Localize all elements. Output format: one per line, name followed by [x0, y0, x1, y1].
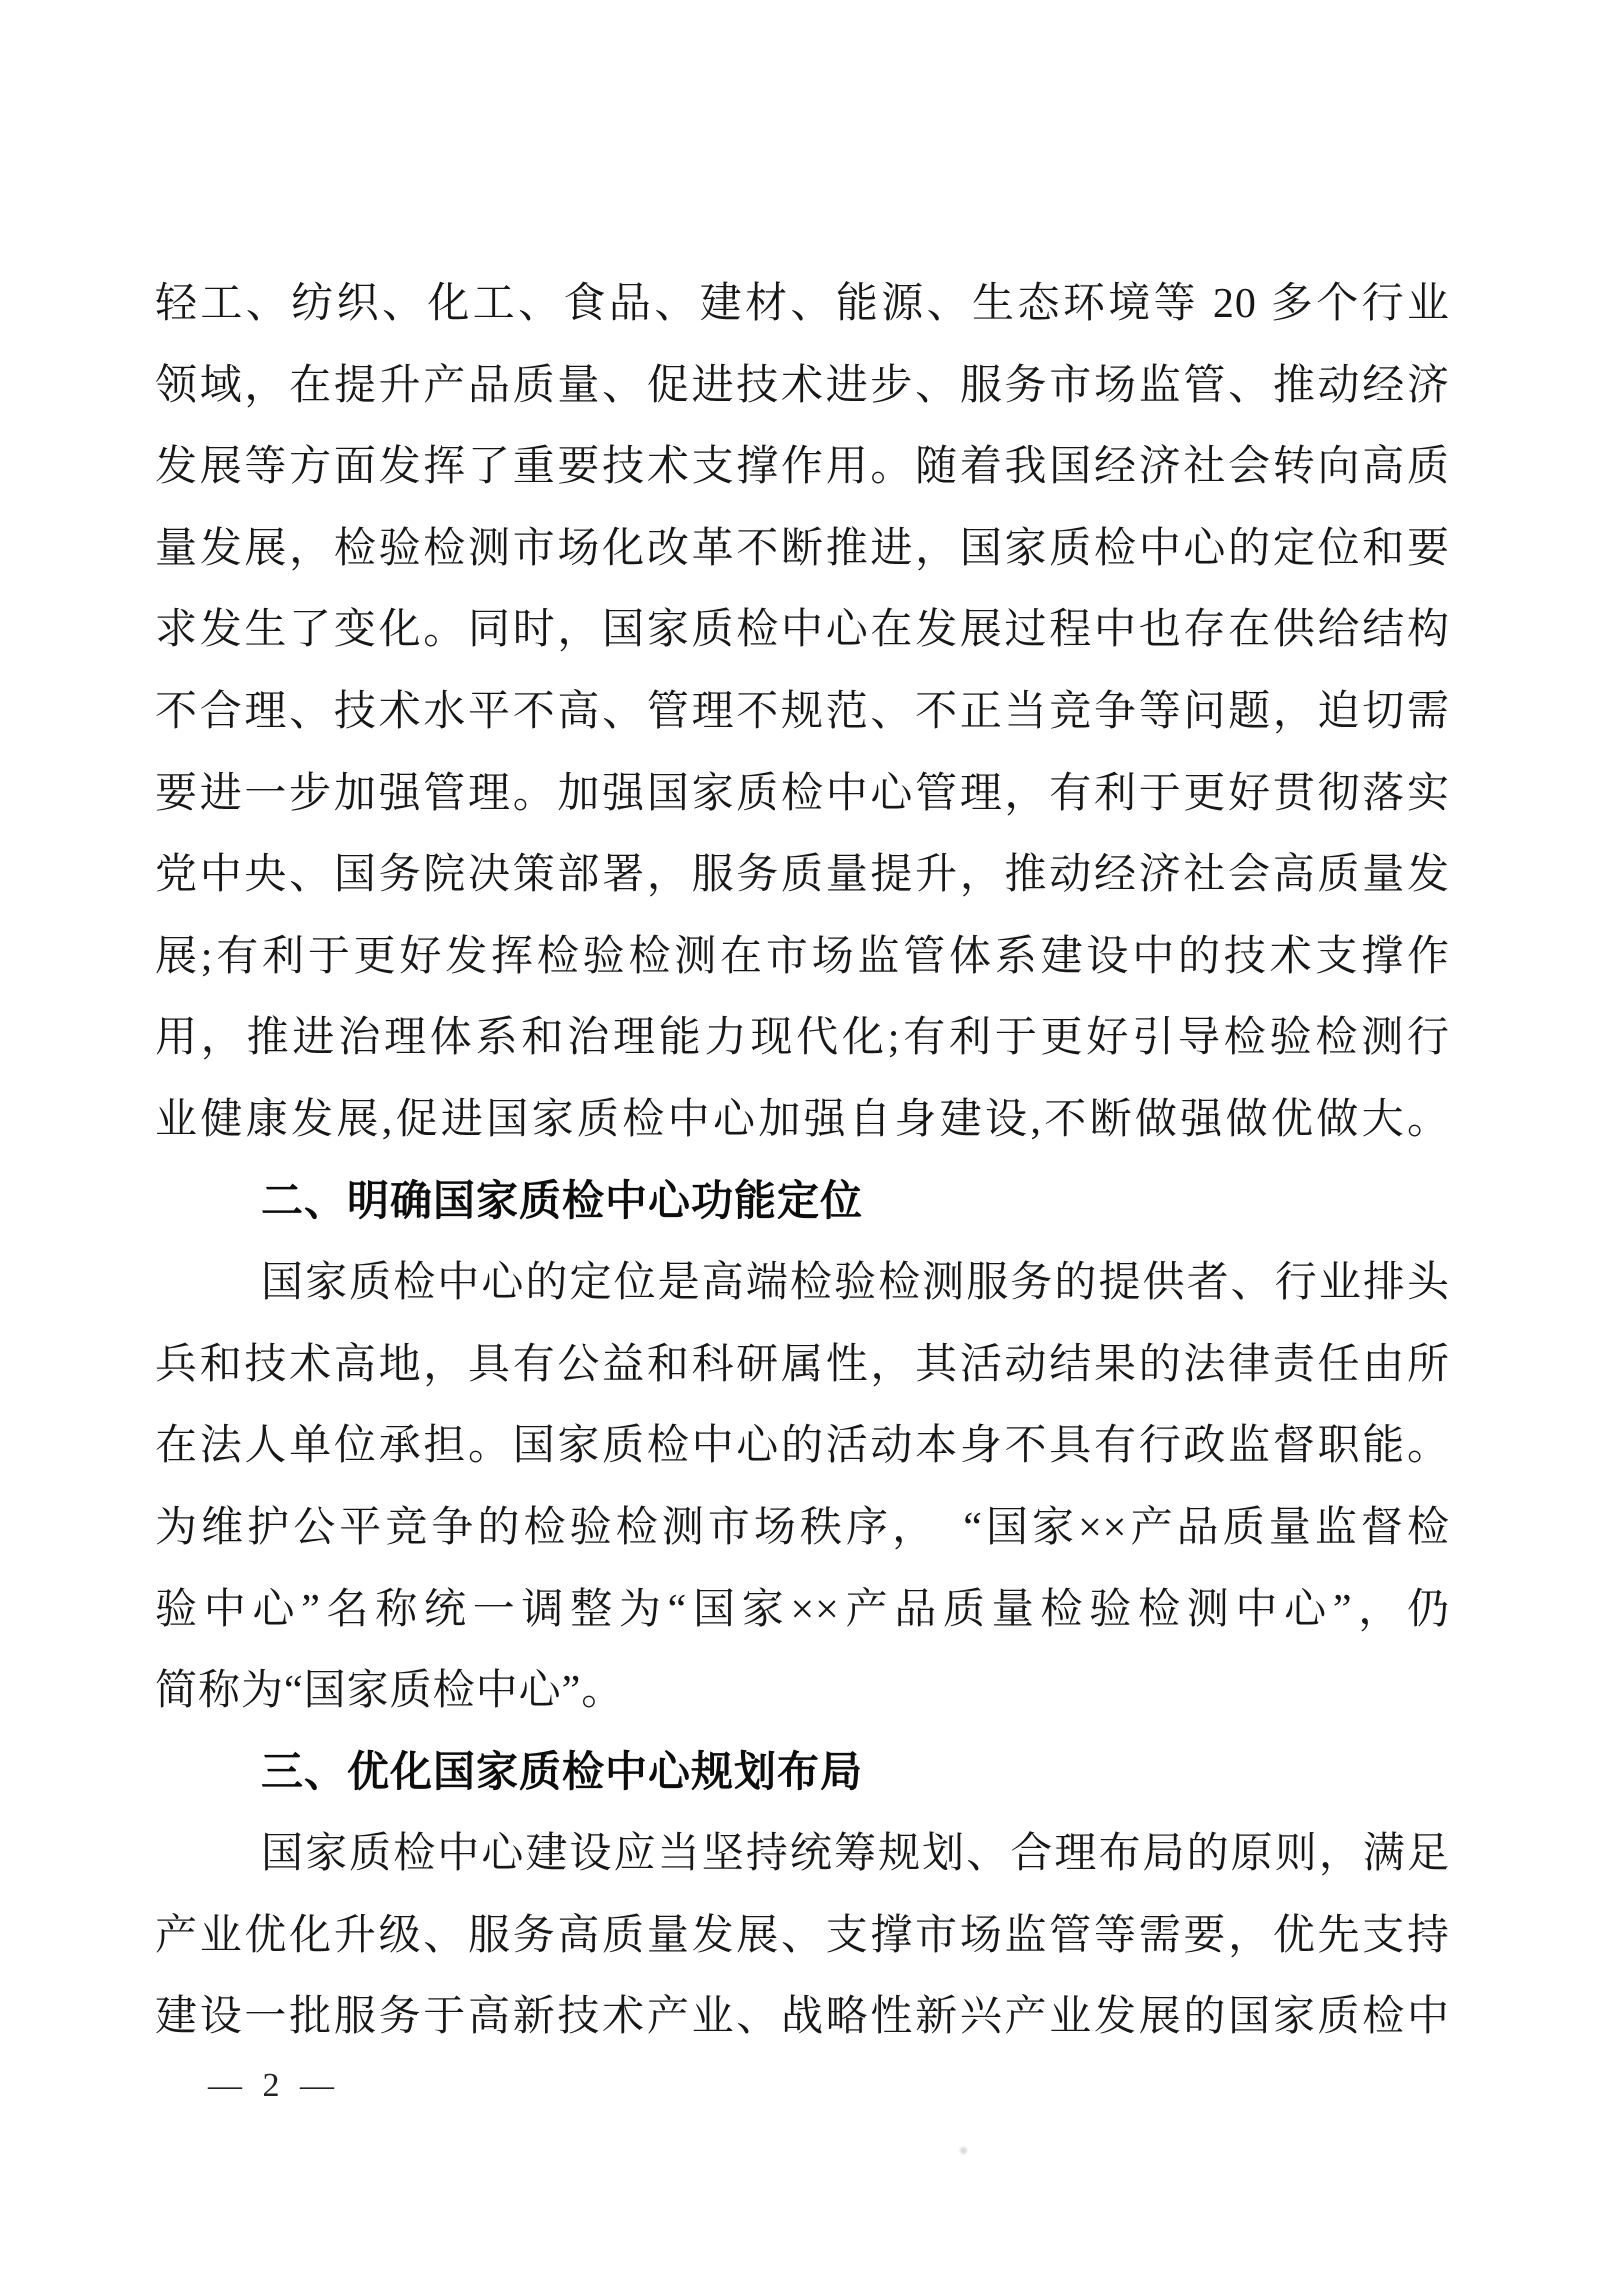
- text-line: 业健康发展,促进国家质检中心加强自身建设,不断做强做优做大。: [155, 1096, 1450, 1143]
- text-line: 建设一批服务于高新技术产业、战略性新兴产业发展的国家质检中: [155, 1994, 1450, 2041]
- section-heading: 三、优化国家质检中心规划布局: [261, 1749, 864, 1796]
- text-line: 国家质检中心建设应当坚持统筹规划、合理布局的原则，满足: [261, 1831, 1450, 1878]
- text-line: 兵和技术高地，具有公益和科研属性，其活动结果的法律责任由所: [155, 1341, 1450, 1388]
- text-line: 发展等方面发挥了重要技术支撑作用。随着我国经济社会转向高质: [155, 444, 1450, 491]
- text-line: 要进一步加强管理。加强国家质检中心管理，有利于更好贯彻落实: [155, 770, 1450, 817]
- section-heading: 二、明确国家质检中心功能定位: [261, 1178, 864, 1225]
- text-line: 国家质检中心的定位是高端检验检测服务的提供者、行业排头: [261, 1260, 1450, 1307]
- text-line: 展;有利于更好发挥检验检测在市场监管体系建设中的技术支撑作: [155, 933, 1450, 980]
- text-line: 用，推进治理体系和治理能力现代化;有利于更好引导检验检测行: [155, 1015, 1450, 1062]
- page-number: — 2 —: [208, 2067, 340, 2104]
- text-line: 简称为“国家质检中心”。: [155, 1668, 625, 1715]
- text-line: 轻工、纺织、化工、食品、建材、能源、生态环境等 20 多个行业: [155, 281, 1450, 327]
- text-line: 在法人单位承担。国家质检中心的活动本身不具有行政监督职能。: [155, 1423, 1450, 1470]
- scan-artifact-dot: [960, 2147, 967, 2154]
- text-line: 党中央、国务院决策部署，服务质量提升，推动经济社会高质量发: [155, 852, 1450, 899]
- text-line: 为维护公平竞争的检验检测市场秩序， “国家××产品质量监督检: [155, 1504, 1450, 1551]
- text-line: 验中心”名称统一调整为“国家××产品质量检验检测中心”，仍: [155, 1586, 1450, 1633]
- text-line: 量发展，检验检测市场化改革不断推进，国家质检中心的定位和要: [155, 525, 1450, 572]
- document-body: [155, 264, 1450, 2059]
- text-line: 领域，在提升产品质量、促进技术进步、服务市场监管、推动经济: [155, 362, 1450, 409]
- text-line: 不合理、技术水平不高、管理不规范、不正当竞争等问题，迫切需: [155, 688, 1450, 735]
- text-line: 求发生了变化。同时，国家质检中心在发展过程中也存在供给结构: [155, 607, 1450, 654]
- text-line: 产业优化升级、服务高质量发展、支撑市场监管等需要，优先支持: [155, 1912, 1450, 1959]
